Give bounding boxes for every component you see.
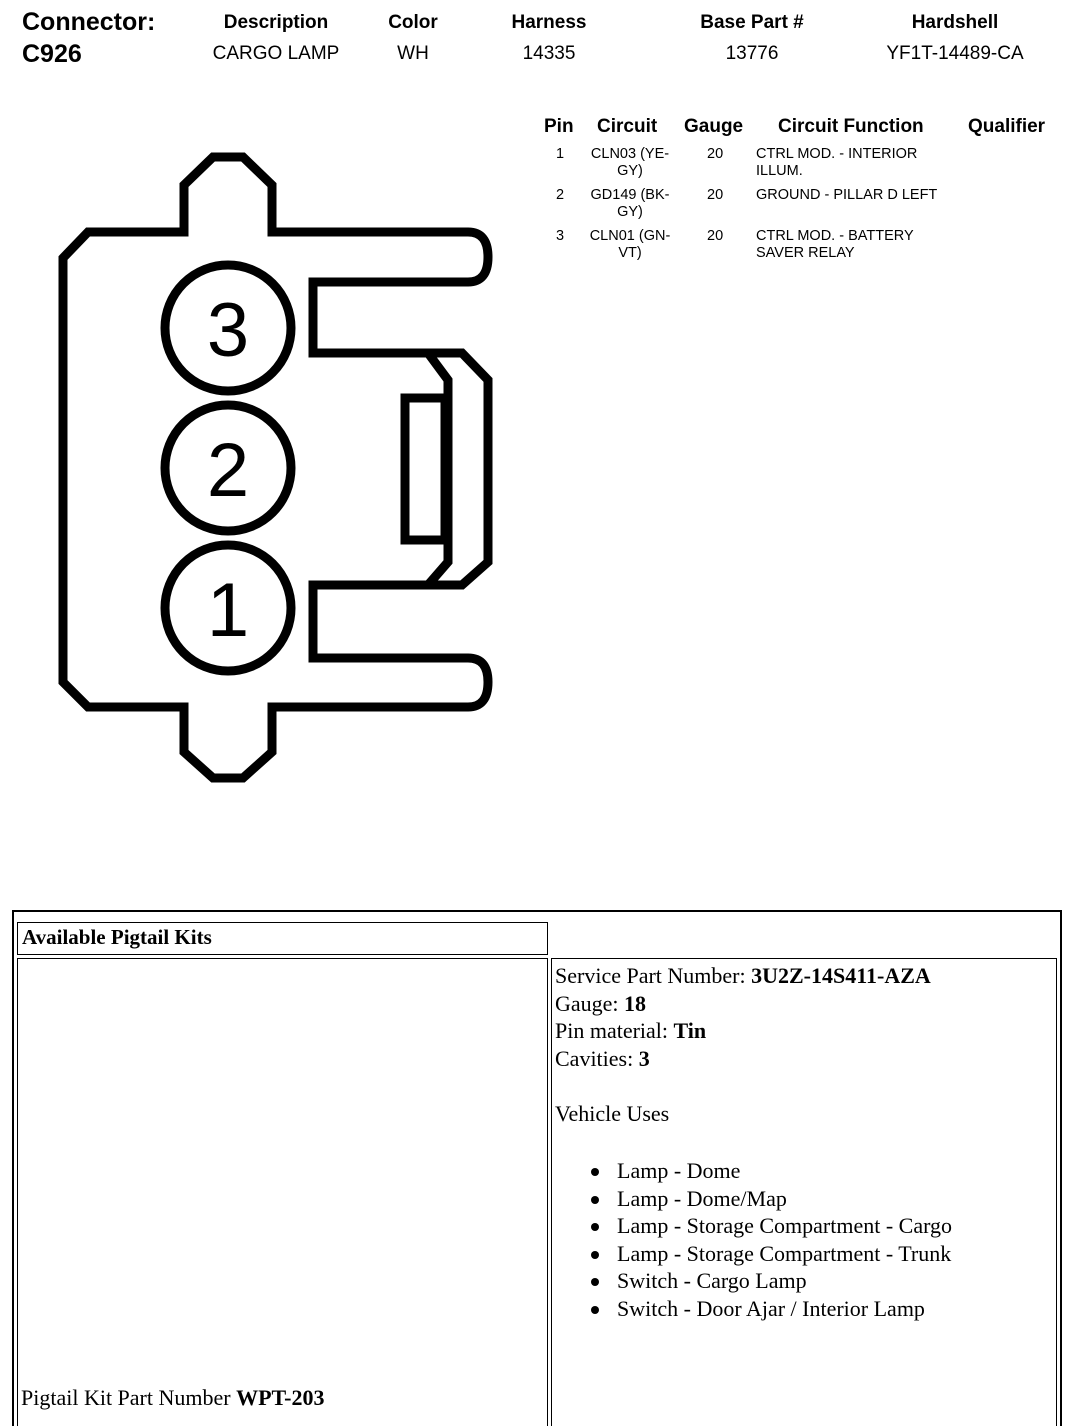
harness-heading: Harness xyxy=(511,12,587,33)
pin-row-3-gauge: 20 xyxy=(707,228,724,244)
connector-label: Connector: xyxy=(22,8,156,36)
pin-row-3-circuit: CLN01 (GN- VT) xyxy=(589,228,671,261)
list-item: Switch - Cargo Lamp xyxy=(555,1267,1053,1295)
circuit-heading: Circuit xyxy=(597,116,658,137)
pin-label-1: 1 xyxy=(206,568,250,653)
connector-face-diagram xyxy=(0,0,540,800)
list-item: Lamp - Storage Compartment - Trunk xyxy=(555,1240,1053,1268)
description-heading: Description xyxy=(223,12,329,33)
qualifier-heading: Qualifier xyxy=(968,116,1046,137)
list-item: Lamp - Dome/Map xyxy=(555,1185,1053,1213)
base-part-heading: Base Part # xyxy=(700,12,804,33)
pin-row-3-function: CTRL MOD. - BATTERY SAVER RELAY xyxy=(756,228,914,261)
vehicle-uses-label: Vehicle Uses xyxy=(555,1100,670,1126)
pin-material-info: Pin material: Tin xyxy=(555,1018,707,1043)
pigtail-kit-image-cell xyxy=(17,958,548,1426)
hardshell-heading: Hardshell xyxy=(911,12,999,33)
list-item: Lamp - Dome xyxy=(555,1157,1053,1185)
description-value: CARGO LAMP xyxy=(212,43,340,64)
connector-id: C926 xyxy=(22,40,82,68)
gauge-heading: Gauge xyxy=(684,116,744,137)
hardshell-value: YF1T-14489-CA xyxy=(886,43,1024,64)
harness-value: 14335 xyxy=(522,43,576,64)
pin-row-2-pin: 2 xyxy=(556,187,565,203)
circuit-function-heading: Circuit Function xyxy=(778,116,924,137)
color-value: WH xyxy=(397,43,429,64)
list-item: Switch - Door Ajar / Interior Lamp xyxy=(555,1295,1053,1323)
pin-heading: Pin xyxy=(544,116,574,137)
pigtail-kits-title: Available Pigtail Kits xyxy=(22,925,212,949)
pigtail-info xyxy=(555,962,1053,1323)
pin-row-2-circuit: GD149 (BK- GY) xyxy=(590,187,670,220)
cavities-info: Cavities: 3 xyxy=(555,1045,650,1071)
list-item: Lamp - Storage Compartment - Cargo xyxy=(555,1212,1053,1240)
pin-row-1-function: CTRL MOD. - INTERIOR ILLUM. xyxy=(756,146,918,179)
pin-row-1-circuit: CLN03 (YE- GY) xyxy=(590,146,670,179)
pin-row-3-pin: 3 xyxy=(556,228,565,244)
color-heading: Color xyxy=(388,12,438,33)
pigtail-kit-number: WPT-203 xyxy=(236,1385,325,1410)
pigtail-kits-title-cell xyxy=(17,922,548,955)
pin-row-1-pin: 1 xyxy=(556,146,565,162)
vehicle-uses-list xyxy=(555,1157,1053,1323)
latch-rect xyxy=(405,398,445,540)
pin-label-2: 2 xyxy=(206,428,250,513)
gauge-info: Gauge: 18 xyxy=(555,990,647,1016)
pigtail-kit-part-number: Pigtail Kit Part Number WPT-203 xyxy=(21,1385,325,1410)
pin-row-1-gauge: 20 xyxy=(707,146,724,162)
pin-row-2-gauge: 20 xyxy=(707,187,724,203)
base-part-value: 13776 xyxy=(725,43,779,64)
pin-row-2-function: GROUND - PILLAR D LEFT xyxy=(756,187,938,203)
pin-label-3: 3 xyxy=(206,288,250,373)
service-part-number: Service Part Number: 3U2Z-14S411-AZA xyxy=(555,963,931,988)
